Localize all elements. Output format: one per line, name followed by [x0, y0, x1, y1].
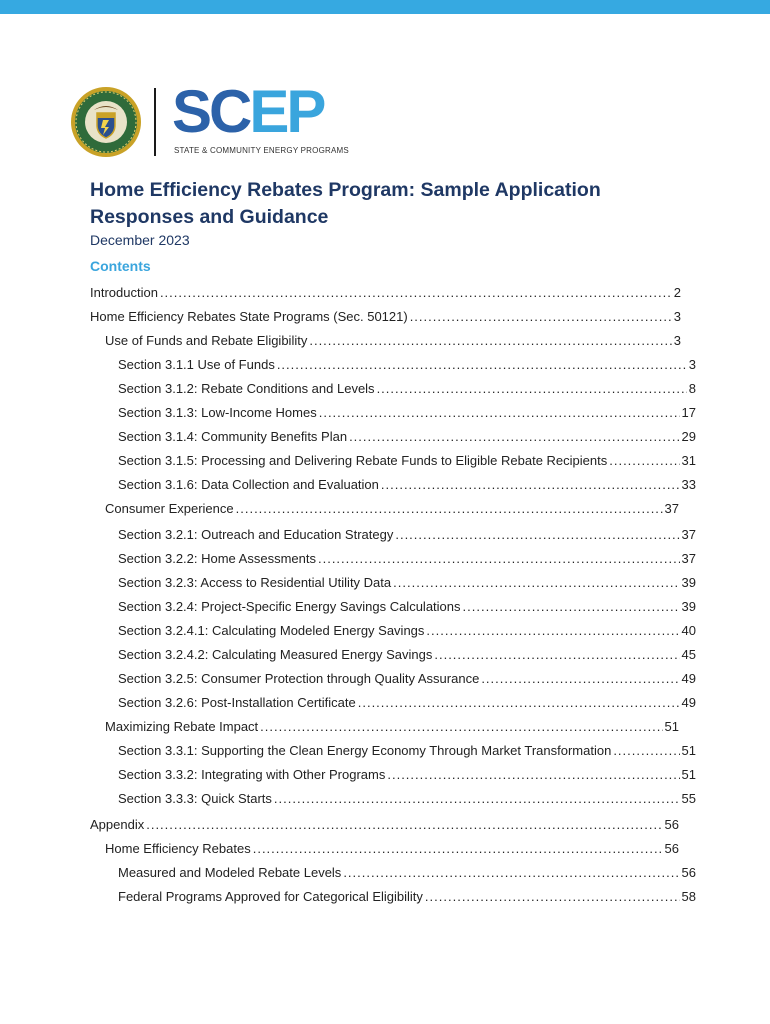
toc-entry[interactable]: Section 3.2.4.1: Calculating Modeled Energy Savings ..... 40 [118, 623, 696, 639]
toc-entry[interactable]: Home Efficiency Rebates ..... 56 [105, 841, 679, 857]
toc-entry[interactable]: Section 3.1.2: Rebate Conditions and Levels ..... 8 [118, 381, 696, 397]
toc-entry[interactable]: Section 3.1.1 Use of Funds ..... 3 [118, 357, 696, 373]
toc-entry[interactable]: Section 3.2.4: Project-Specific Energy Savings Calculations ..... 39 [118, 599, 696, 615]
toc-entry[interactable]: Federal Programs Approved for Categorical Eligibility ..... 58 [118, 889, 696, 905]
toc-entry[interactable]: Measured and Modeled Rebate Levels ..... 56 [118, 865, 696, 881]
document-date: December 2023 [90, 232, 190, 248]
toc-entry[interactable]: Section 3.2.3: Access to Residential Utility Data ..... 39 [118, 575, 696, 591]
toc-entry[interactable]: Section 3.3.3: Quick Starts ..... 55 [118, 791, 696, 807]
toc-entry[interactable]: Section 3.1.6: Data Collection and Evaluation ..... 33 [118, 477, 696, 493]
toc-entry[interactable]: Maximizing Rebate Impact ..... 51 [105, 719, 679, 735]
scep-wordmark: SCEP [172, 78, 324, 145]
scep-subtitle: STATE & COMMUNITY ENERGY PROGRAMS [174, 146, 349, 155]
toc-entry[interactable]: Section 3.3.1: Supporting the Clean Energy Economy Through Market Transformation ..... 51 [118, 743, 696, 759]
toc-entry[interactable]: Use of Funds and Rebate Eligibility ..... 3 [105, 333, 681, 349]
top-accent-bar [0, 0, 770, 14]
toc-entry[interactable]: Section 3.2.2: Home Assessments ..... 37 [118, 551, 696, 567]
document-title: Home Efficiency Rebates Program: Sample Application Responses and Guidance [90, 179, 601, 228]
toc-entry[interactable]: Section 3.3.2: Integrating with Other Programs ..... 51 [118, 767, 696, 783]
doe-seal-icon [70, 86, 142, 158]
toc-entry[interactable]: Section 3.1.4: Community Benefits Plan ..... 29 [118, 429, 696, 445]
toc-entry[interactable]: Section 3.2.1: Outreach and Education Strategy ..... 37 [118, 527, 696, 543]
scep-logo [70, 78, 370, 164]
toc-entry[interactable]: Section 3.2.4.2: Calculating Measured Energy Savings ..... 45 [118, 647, 696, 663]
contents-heading: Contents [90, 258, 151, 274]
toc-entry[interactable]: Home Efficiency Rebates State Programs (Sec. 50121) ..... 3 [90, 309, 681, 325]
toc-entry[interactable]: Consumer Experience ..... 37 [105, 501, 679, 517]
toc-entry[interactable]: Appendix ..... 56 [90, 817, 679, 833]
logo-divider [154, 88, 156, 156]
toc-entry[interactable]: Section 3.1.3: Low-Income Homes ..... 17 [118, 405, 696, 421]
toc-entry[interactable]: Section 3.1.5: Processing and Delivering Rebate Funds to Eligible Rebate Recipients ..... 31 [118, 453, 696, 469]
toc-entry[interactable]: Section 3.2.5: Consumer Protection through Quality Assurance ..... 49 [118, 671, 696, 687]
toc-entry[interactable]: Introduction ..... 2 [90, 285, 681, 301]
toc-entry[interactable]: Section 3.2.6: Post-Installation Certificate ..... 49 [118, 695, 696, 711]
